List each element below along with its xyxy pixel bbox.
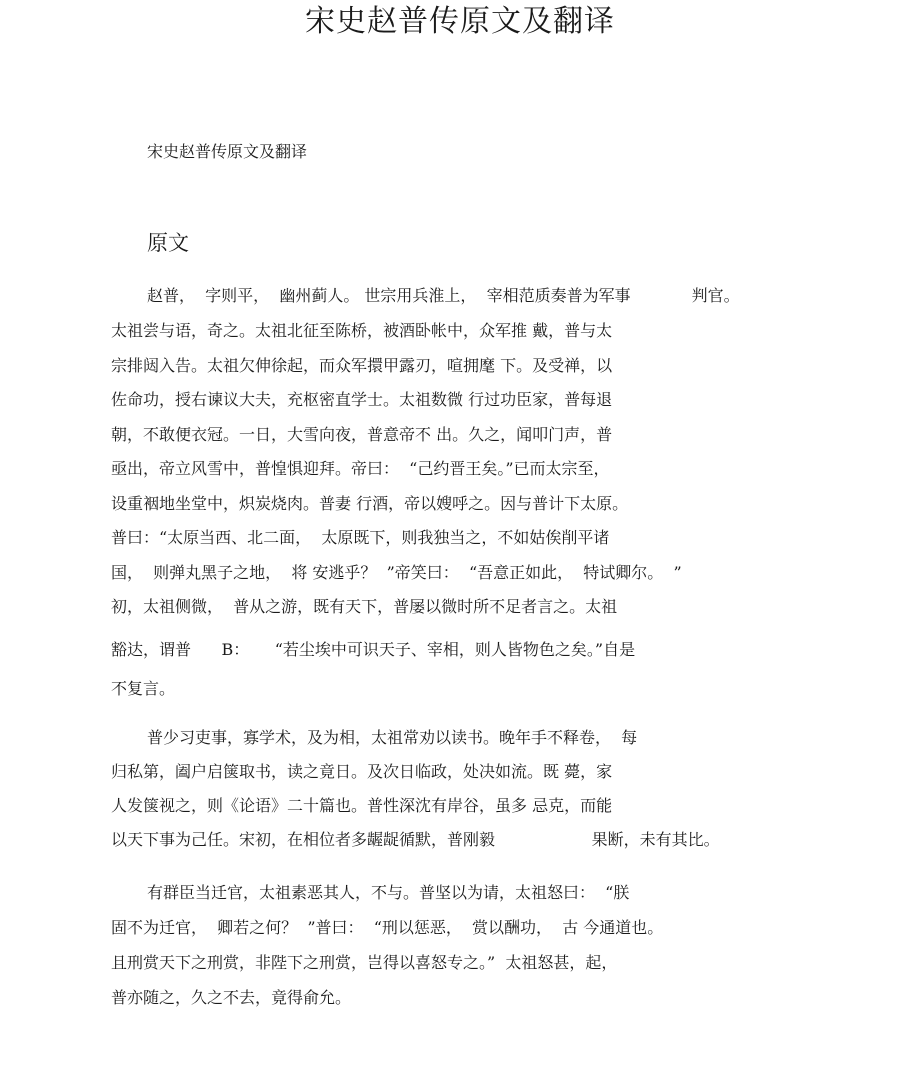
paragraph-line: 太祖尝与语，奇之。太祖北征至陈桥，被酒卧帐中，众军推 戴，普与太 [111, 321, 613, 340]
paragraph-line: 赵普， 字则平， 幽州蓟人。 世宗用兵淮上， 宰相范质奏普为军事 判官。 [147, 286, 740, 305]
paragraph-line: 朝，不敢便衣冠。一日，大雪向夜，普意帝不 出。久之，闻叩门声，普 [111, 425, 613, 444]
paragraph-line: 佐命功，授右谏议大夫，充枢密直学士。太祖数微 行过功臣家，普每退 [111, 390, 613, 409]
section-heading-original-text: 原文 [147, 231, 189, 255]
paragraph-line: 固不为迁官， 卿若之何？ ”普曰： “刑以惩恶， 赏以酬功， 古 今通道也。 [111, 918, 664, 937]
paragraph-line: 普少习吏事，寡学术，及为相，太祖常劝以读书。晚年手不释卷， 每 [147, 728, 638, 747]
paragraph-line: 归私第，阖户启箧取书，读之竟日。及次日临政，处决如流。既 薨，家 [111, 762, 613, 781]
paragraph-line: 国， 则弹丸黑子之地， 将 安逃乎？ ”帝笑曰： “吾意正如此， 特试卿尔。 ” [111, 563, 682, 582]
paragraph-line: 宗排闼入告。太祖欠伸徐起，而众军擐甲露刃，喧拥麾 下。及受禅，以 [111, 356, 613, 375]
paragraph-line: 有群臣当迁官，太祖素恶其人，不与。普坚以为请，太祖怒曰： “朕 [147, 883, 630, 902]
paragraph-line: 设重裀地坐堂中，炽炭烧肉。普妻 行酒，帝以嫂呼之。因与普计下太原。 [111, 494, 629, 513]
document-title: 宋史赵普传原文及翻译 [305, 4, 615, 39]
paragraph-line: 以天下事为己任。宋初，在相位者多龌龊循默，普刚毅 果断，未有其比。 [111, 830, 720, 849]
paragraph-line: 普曰：“太原当西、北二面， 太原既下，则我独当之，不如姑俟削平诸 [111, 528, 610, 547]
paragraph-line: 不复言。 [111, 679, 176, 698]
paragraph-line: 豁达，谓普 B： “若尘埃中可识天子、宰相，则人皆物色之矣。”自是 [111, 640, 636, 659]
document-subtitle: 宋史赵普传原文及翻译 [147, 142, 308, 161]
paragraph-line: 亟出，帝立风雪中，普惶惧迎拜。帝曰： “己约晋王矣。”已而太宗至， [111, 459, 610, 478]
paragraph-line: 普亦随之，久之不去，竟得俞允。 [111, 988, 352, 1007]
paragraph-line: 初，太祖侧微， 普从之游，既有天下，普屡以微时所不足者言之。太祖 [111, 597, 618, 616]
paragraph-line: 且刑赏天下之刑赏，非陛下之刑赏，岂得以喜怒专之。” 太祖怒甚，起， [111, 953, 618, 972]
paragraph-line: 人发箧视之，则《论语》二十篇也。普性深沈有岸谷，虽多 忌克，而能 [111, 796, 613, 815]
